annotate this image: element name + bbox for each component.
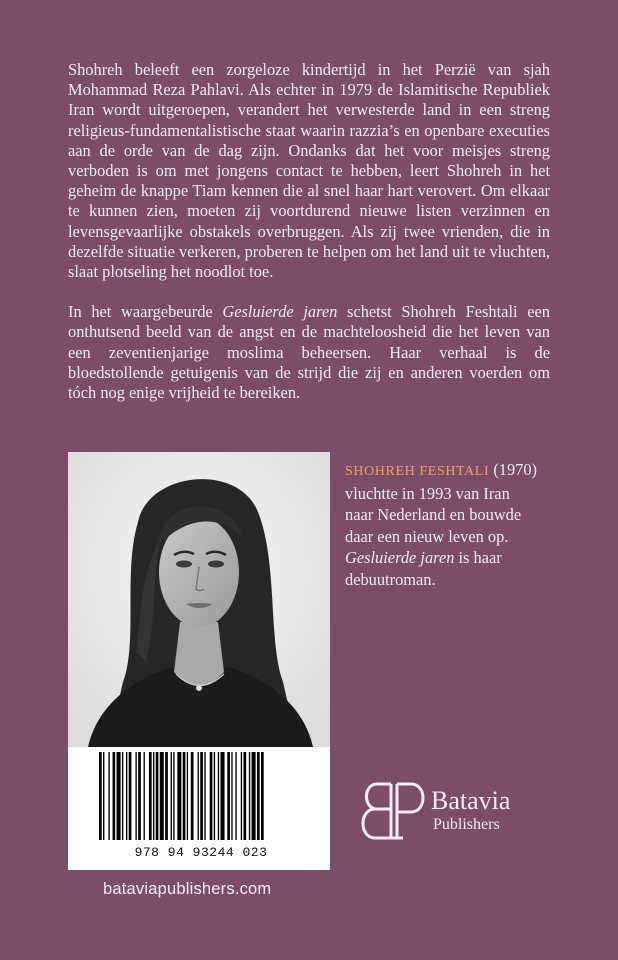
bio-line: daar een nieuw leven op. <box>345 526 509 546</box>
bio-heading <box>345 459 560 483</box>
barcode-bar <box>231 752 232 840</box>
bp-monogram-icon <box>357 780 429 842</box>
barcode-bar <box>204 752 205 840</box>
isbn-barcode <box>95 752 307 864</box>
back-cover-blurb <box>68 60 550 423</box>
barcode-bar <box>198 752 199 840</box>
barcode-bar <box>187 752 188 840</box>
barcode-bar <box>126 752 127 840</box>
barcode-bar <box>149 752 152 840</box>
barcode-bar <box>241 752 242 840</box>
barcode-bar <box>257 752 260 840</box>
barcode-bar <box>173 752 174 840</box>
barcode-bar <box>249 752 250 840</box>
barcode-bar <box>177 752 181 840</box>
barcode-bar <box>160 752 164 840</box>
bio-line-end: is haar <box>454 548 502 567</box>
blurb-p2-end: schetst Shohreh Feshtali een onthutsend beeld van de angst en de machteloosheid die het leven van een zeventienjarige moslima beheersen. Haar verhaal is de bloedstollende getuigenis van de strijd die zij en anderen voerden om tóch nog enige vrijheid te bereiken. <box>68 302 550 403</box>
bio-line <box>345 547 560 569</box>
barcode-bar <box>235 752 236 840</box>
barcode-bar <box>243 752 246 840</box>
barcode-bar <box>135 752 136 840</box>
bio-line: naar Nederland en bouwde <box>345 505 522 524</box>
author-photo-card <box>68 452 330 870</box>
barcode-bar <box>117 752 121 840</box>
barcode-bar <box>138 752 141 840</box>
barcode-bar <box>113 752 116 840</box>
author-name: SHOHREH FESHTALI <box>345 464 490 479</box>
author-birth-year: (1970) <box>489 460 538 479</box>
publisher-name: Batavia <box>431 786 511 815</box>
barcode-bar <box>261 752 264 840</box>
barcode-bar <box>165 752 168 840</box>
barcode-bar <box>129 752 132 840</box>
author-photo <box>68 452 330 747</box>
barcode-bar <box>221 752 225 840</box>
barcode-bar <box>210 752 213 840</box>
barcode-bar <box>218 752 219 840</box>
barcode-bar <box>191 752 194 840</box>
barcode-bar <box>200 752 203 840</box>
blurb-paragraph-1: Shohreh beleeft een zorgeloze kindertijd in het Perzië van sjah Mohammad Reza Pahlavi. Als echter in 1979 de Islamitische Republiek Iran wordt uitgeroepen, verandert het verwesterde land in een streng religieus-fundamentalistische staat waarin razzia’s en openbare executies aan de orde van de dag zijn. Ondanks dat het voor meisjes streng verboden is om met jongens contact te hebben, leert Shohreh in het geheim de knappe Tiam kennen die al snel haar hart verovert. Om elkaar te kunnen zien, moeten zij voortdurend nieuwe listen verzinnen en levensgevaarlijke obstakels overbruggen. Als zij twee vrienden, die in dezelfde situatie verkeren, proberen te helpen om het land uit te vluchten, slaat plotseling het noodlot toe. <box>68 60 550 282</box>
isbn-number: 978 94 93244 023 <box>134 845 268 860</box>
barcode-bar <box>156 752 159 840</box>
bio-line: debuutroman. <box>345 569 436 589</box>
book-title: Gesluierde jaren <box>222 302 338 322</box>
barcode-bar <box>183 752 186 840</box>
publisher-logo <box>357 780 557 842</box>
barcode-bar <box>153 752 154 840</box>
barcode-bar <box>171 752 172 840</box>
blurb-paragraph-2 <box>68 302 550 403</box>
barcode-bar <box>227 752 230 840</box>
barcode-bar <box>108 752 109 840</box>
barcode-bar <box>252 752 256 840</box>
barcode-bar <box>103 752 104 840</box>
barcode-bars <box>95 752 307 844</box>
barcode-bar <box>99 752 102 840</box>
bio-book-title: Gesluierde jaren <box>345 548 455 567</box>
barcode-bar <box>214 752 215 840</box>
barcode-bar <box>122 752 123 840</box>
barcode-bar <box>144 752 145 840</box>
publisher-website[interactable]: bataviapublishers.com <box>103 880 272 898</box>
bio-line: vluchtte in 1993 van Iran <box>345 483 510 503</box>
author-bio <box>345 459 560 590</box>
blurb-p2-start: In het waargebeurde <box>68 302 223 322</box>
publisher-sub: Publishers <box>433 816 500 833</box>
